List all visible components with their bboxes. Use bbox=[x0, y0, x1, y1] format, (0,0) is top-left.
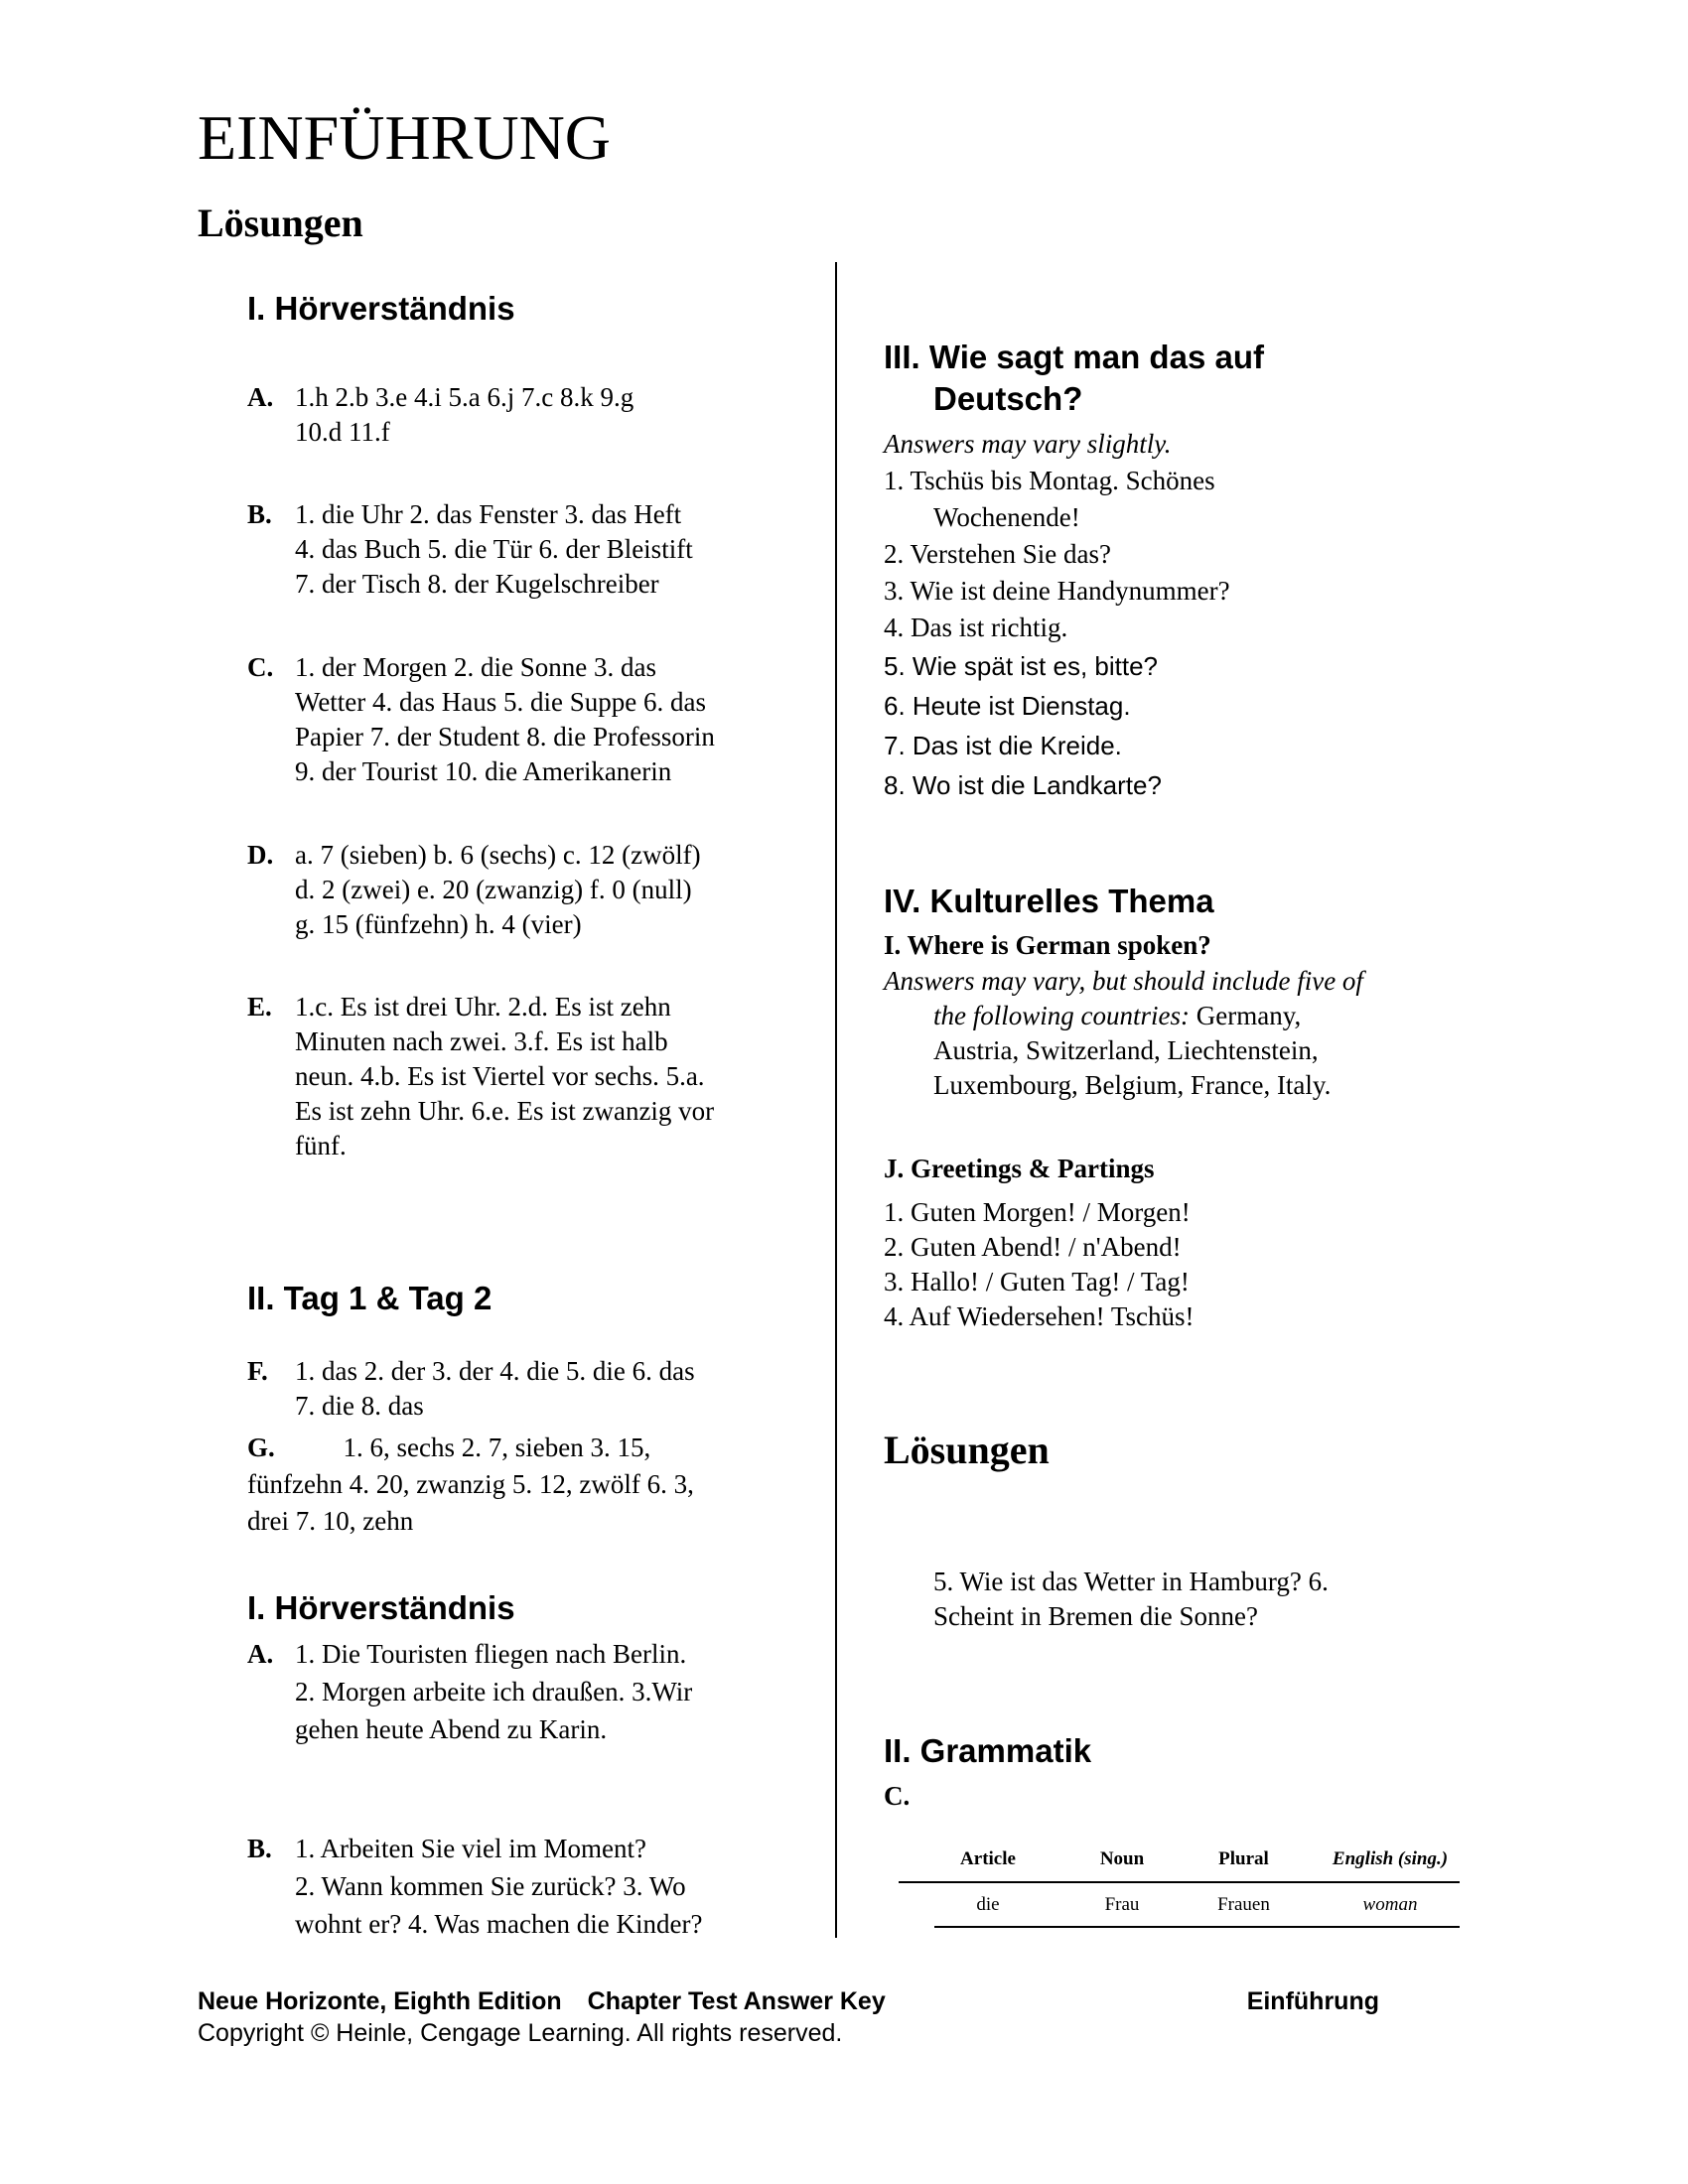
text-line: the following countries: bbox=[933, 1001, 1190, 1030]
answer-block-e bbox=[247, 990, 803, 1163]
col-article: Article bbox=[960, 1847, 1016, 1869]
answer-block-f bbox=[247, 1354, 803, 1424]
cell-plural: Frauen bbox=[1217, 1893, 1270, 1915]
grammatik-c-label: C. bbox=[884, 1781, 911, 1811]
list-item: 1. Guten Morgen! / Morgen! bbox=[884, 1197, 1191, 1227]
block-line: wohnt er? 4. Was machen die Kinder? bbox=[295, 1909, 703, 1939]
copyright: Copyright © Heinle, Cengage Learning. All rights reserved. bbox=[198, 2019, 843, 2047]
section-kulturelles-thema: IV. Kulturelles Thema bbox=[884, 883, 1214, 919]
subsection-greetings: J. Greetings & Partings bbox=[884, 1154, 1155, 1183]
list-item: 2. Guten Abend! / n'Abend! bbox=[884, 1232, 1182, 1262]
block-line: 2. Morgen arbeite ich draußen. 3.Wir bbox=[295, 1677, 693, 1706]
subsection-where-german: I. Where is German spoken? bbox=[884, 930, 1211, 960]
cell-article: die bbox=[976, 1893, 1000, 1915]
list-item: 1. Tschüs bis Montag. Schönes bbox=[884, 466, 1215, 495]
list-item: 3. Wie ist deine Handynummer? bbox=[884, 576, 1230, 606]
answer-block-a bbox=[247, 380, 803, 450]
block-line: Wetter 4. das Haus 5. die Suppe 6. das bbox=[295, 687, 706, 717]
block-label: F. bbox=[247, 1356, 268, 1386]
block-line: neun. 4.b. Es ist Viertel vor sechs. 5.a. bbox=[295, 1061, 705, 1091]
block-body bbox=[295, 497, 803, 602]
block-line: Minuten nach zwei. 3.f. Es ist halb bbox=[295, 1026, 668, 1056]
block-label: G. bbox=[247, 1433, 275, 1462]
text-line: Scheint in Bremen die Sonne? bbox=[933, 1601, 1258, 1631]
block-line: 1. die Uhr 2. das Fenster 3. das Heft bbox=[295, 499, 682, 529]
cell-english: woman bbox=[1362, 1893, 1418, 1915]
heading-line: III. Wie sagt man das auf bbox=[884, 339, 1264, 375]
block-body bbox=[295, 650, 803, 789]
countries-answer bbox=[884, 964, 1363, 1103]
note: Answers may vary slightly. bbox=[884, 429, 1172, 459]
block-body bbox=[295, 1354, 803, 1424]
text-line: Austria, Switzerland, Liechtenstein, bbox=[933, 1035, 1319, 1065]
block-line: 2. Wann kommen Sie zurück? 3. Wo bbox=[295, 1871, 686, 1901]
block-line: 1. 6, sechs 2. 7, sieben 3. 15, bbox=[343, 1433, 651, 1462]
block-line: 10.d 11.f bbox=[295, 417, 390, 447]
section-tag: II. Tag 1 & Tag 2 bbox=[247, 1280, 492, 1316]
footer-book: Neue Horizonte, Eighth Edition bbox=[198, 1987, 562, 2015]
block-label: E. bbox=[247, 992, 272, 1022]
heading-line: Deutsch? bbox=[933, 380, 1083, 417]
block-line: fünfzehn 4. 20, zwanzig 5. 12, zwölf 6. 3, bbox=[247, 1469, 694, 1499]
list-item: 5. Wie spät ist es, bitte? bbox=[884, 651, 1159, 681]
text-line: Answers may vary, but should include five of bbox=[884, 966, 1363, 996]
list-item: Wochenende! bbox=[933, 502, 1080, 532]
block-label: A. bbox=[247, 1639, 274, 1669]
block-body bbox=[295, 1635, 803, 1748]
answer-block-b2 bbox=[247, 1830, 803, 1943]
block-label: B. bbox=[247, 1834, 272, 1863]
block-label: A. bbox=[247, 382, 274, 412]
block-line: 1. Die Touristen fliegen nach Berlin. bbox=[295, 1639, 687, 1669]
page-title: EINFÜHRUNG bbox=[198, 102, 611, 173]
block-line: 7. der Tisch 8. der Kugelschreiber bbox=[295, 569, 659, 599]
block-line: a. 7 (sieben) b. 6 (sechs) c. 12 (zwölf) bbox=[295, 840, 701, 870]
block-line: 4. das Buch 5. die Tür 6. der Bleistift bbox=[295, 534, 693, 564]
block-body bbox=[295, 380, 803, 450]
section-grammatik: II. Grammatik bbox=[884, 1732, 1092, 1769]
list-item: 7. Das ist die Kreide. bbox=[884, 731, 1122, 760]
block-line: drei 7. 10, zehn bbox=[247, 1506, 414, 1536]
block-line: Papier 7. der Student 8. die Professorin bbox=[295, 722, 715, 751]
block-line: 1. das 2. der 3. der 4. die 5. die 6. das bbox=[295, 1356, 695, 1386]
block-line: 1. der Morgen 2. die Sonne 3. das bbox=[295, 652, 656, 682]
block-line: fünf. bbox=[295, 1131, 347, 1160]
block-line: gehen heute Abend zu Karin. bbox=[295, 1714, 608, 1744]
noun-table bbox=[899, 1837, 1460, 1928]
solutions-heading-2: Lösungen bbox=[884, 1428, 1050, 1472]
block-line: 1.c. Es ist drei Uhr. 2.d. Es ist zehn bbox=[295, 992, 671, 1022]
list-item: 3. Hallo! / Guten Tag! / Tag! bbox=[884, 1267, 1190, 1297]
block-label: C. bbox=[247, 652, 274, 682]
col-plural: Plural bbox=[1218, 1847, 1269, 1869]
block-line: 1. Arbeiten Sie viel im Moment? bbox=[295, 1834, 646, 1863]
table-bottom-rule bbox=[934, 1926, 1460, 1928]
block-line: 1.h 2.b 3.e 4.i 5.a 6.j 7.c 8.k 9.g bbox=[295, 382, 634, 412]
section-hoerverstaendnis-2: I. Hörverständnis bbox=[247, 1589, 515, 1626]
block-line: 7. die 8. das bbox=[295, 1391, 424, 1421]
column-divider bbox=[835, 262, 837, 1938]
answer-block-d bbox=[247, 838, 803, 942]
col-english: English (sing.) bbox=[1332, 1847, 1449, 1869]
list-item: 4. Auf Wiedersehen! Tschüs! bbox=[884, 1301, 1195, 1331]
greetings-list bbox=[884, 1195, 1194, 1334]
block-body bbox=[295, 838, 803, 942]
block-body bbox=[295, 990, 803, 1163]
list-item: 2. Verstehen Sie das? bbox=[884, 539, 1111, 569]
footer-chapter: Einführung bbox=[1246, 1987, 1379, 2015]
answer-block-g bbox=[247, 1430, 803, 1540]
block-line: g. 15 (fünfzehn) h. 4 (vier) bbox=[295, 909, 582, 939]
list-item: 6. Heute ist Dienstag. bbox=[884, 691, 1131, 721]
block-label: B. bbox=[247, 499, 272, 529]
cell-noun: Frau bbox=[1104, 1893, 1140, 1915]
section-wie-sagt-man bbox=[884, 337, 1264, 420]
footer-key: Chapter Test Answer Key bbox=[587, 1987, 886, 2015]
question-answers bbox=[933, 1565, 1329, 1634]
block-body bbox=[295, 1830, 803, 1943]
text-line: 5. Wie ist das Wetter in Hamburg? 6. bbox=[933, 1567, 1329, 1596]
answer-block-c bbox=[247, 650, 803, 789]
answer-block-b bbox=[247, 497, 803, 602]
block-line: 9. der Tourist 10. die Amerikanerin bbox=[295, 756, 672, 786]
text-line: Luxembourg, Belgium, France, Italy. bbox=[933, 1070, 1332, 1100]
section-hoerverstaendnis: I. Hörverständnis bbox=[247, 290, 515, 327]
list-item: 8. Wo ist die Landkarte? bbox=[884, 770, 1162, 800]
col-noun: Noun bbox=[1099, 1847, 1145, 1869]
block-label: D. bbox=[247, 840, 274, 870]
text-line: Germany, bbox=[1189, 1001, 1302, 1030]
answer-block-a2 bbox=[247, 1635, 803, 1748]
list-item: 4. Das ist richtig. bbox=[884, 613, 1068, 642]
footer bbox=[198, 1987, 1379, 2016]
block-line: d. 2 (zwei) e. 20 (zwanzig) f. 0 (null) bbox=[295, 875, 692, 904]
translation-list bbox=[884, 426, 1230, 805]
solutions-heading: Lösungen bbox=[198, 201, 363, 245]
block-line: Es ist zehn Uhr. 6.e. Es ist zwanzig vor bbox=[295, 1096, 715, 1126]
